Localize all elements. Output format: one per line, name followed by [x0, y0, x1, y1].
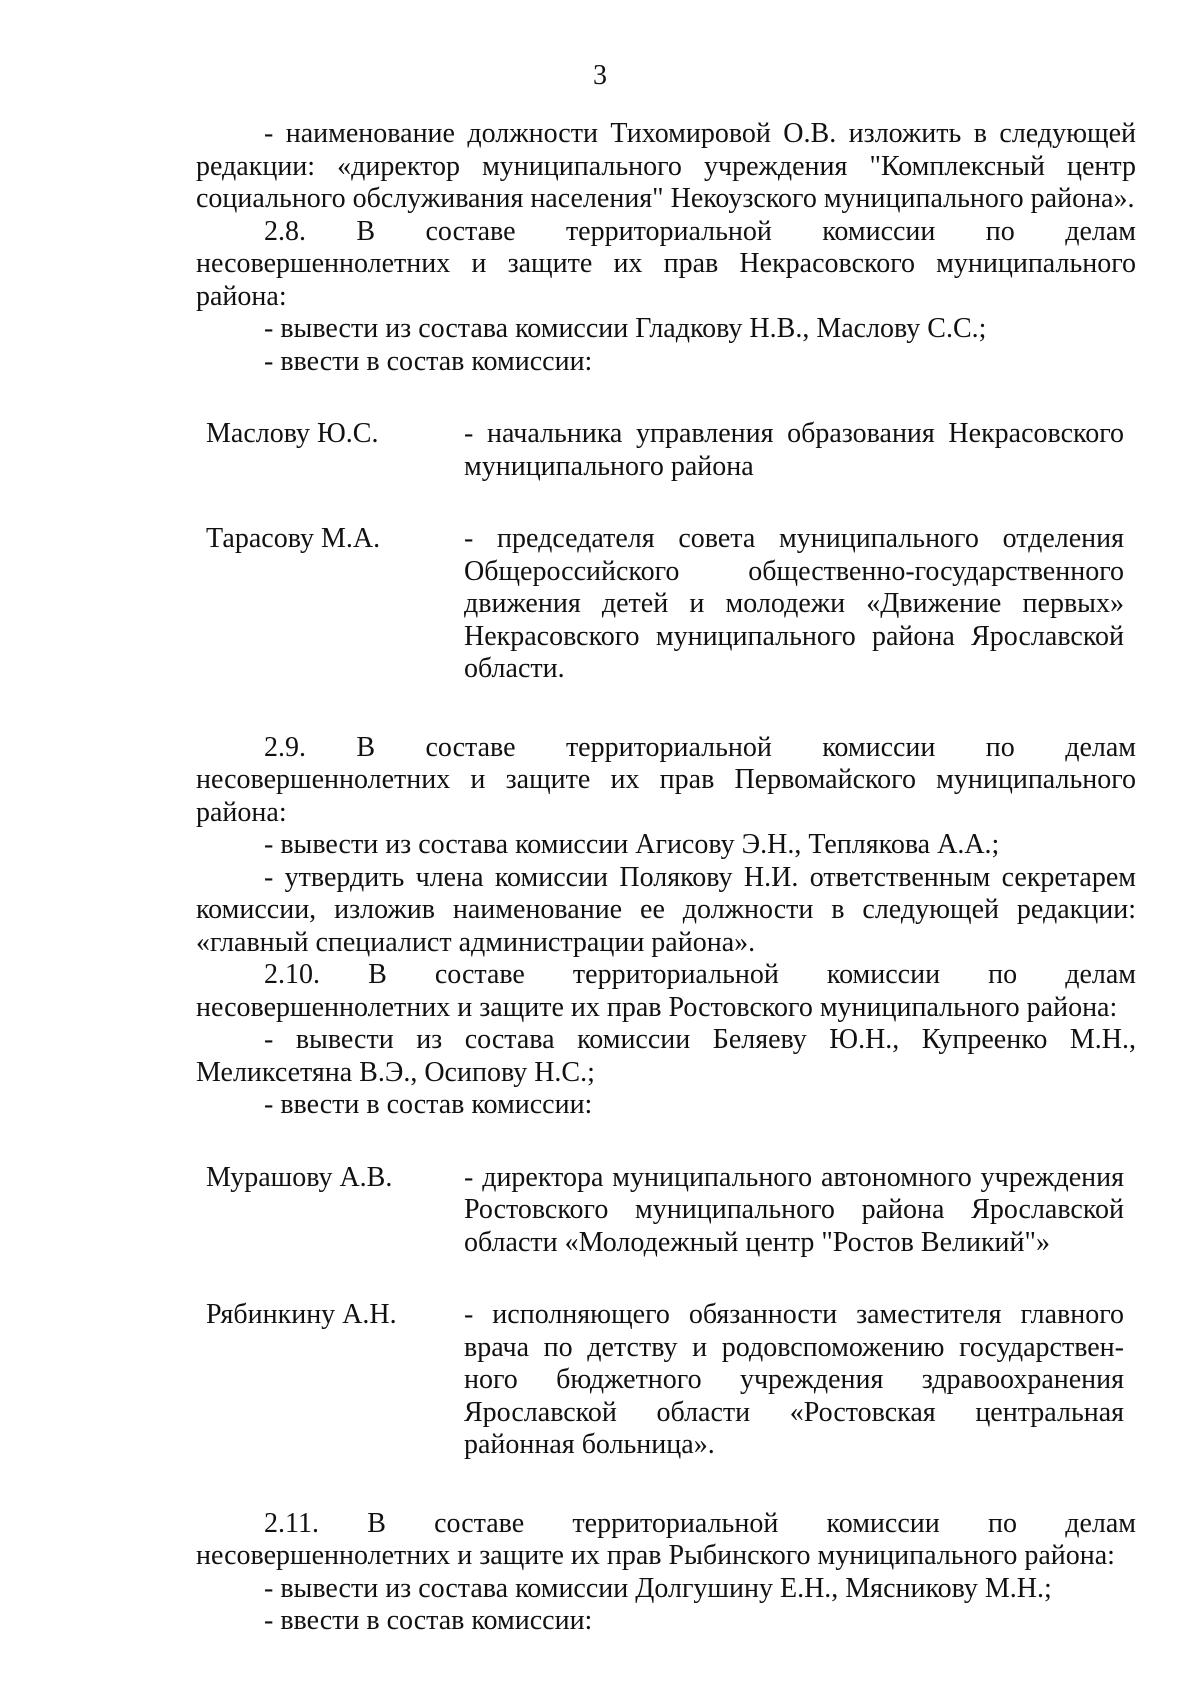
page-number: 3	[593, 60, 607, 91]
paragraph-section-2-10: 2.10. В составе территориальной комиссии по делам несовершеннолетних и защите их прав Ростовского муниципального района:	[196, 959, 1136, 1023]
paragraph-section-2-8: 2.8. В составе территориальной комиссии по делам несовершеннолетних и защите их прав Некрасовского муниципального района:	[196, 215, 1136, 312]
paragraph-remove-members: - вывести из состава комиссии Долгушину Е.Н., Мясникову М.Н.;	[264, 1572, 1052, 1604]
paragraph-section-2-9: 2.9. В составе территориальной комиссии по делам несовершеннолетних и защите их прав Первомайского муниципального района:	[196, 731, 1136, 828]
paragraph-remove-members: - вывести из состава комиссии Беляеву Ю.Н., Купреенко М.Н., Меликсетяна В.Э., Осипову Н.С.;	[196, 1024, 1136, 1088]
member-entry	[206, 523, 1136, 686]
member-position: - председателя совета муниципального отделения Общероссийского общественно-государственного движения детей и молодежи «Движение первых» Некрасовского муниципального района Ярославской области.	[464, 523, 1124, 684]
member-name: Маслову Ю.С.	[206, 418, 379, 449]
member-name: Мурашову А.В.	[206, 1161, 393, 1193]
member-entry	[206, 1299, 1136, 1462]
member-entry	[206, 418, 1136, 483]
paragraph-remove-members: - вывести из состава комиссии Агисову Э.Н., Теплякова А.А.;	[264, 829, 1000, 860]
document-body	[196, 118, 1136, 1638]
paragraph-remove-members: - вывести из состава комиссии Гладкову Н.В., Маслову С.С.;	[264, 313, 987, 344]
member-entry	[206, 1162, 1136, 1260]
member-name: Рябинкину А.Н.	[206, 1299, 397, 1330]
member-position: - начальника управления образования Некрасовского муниципального района	[464, 418, 1124, 482]
member-name: Тарасову М.А.	[206, 523, 381, 554]
member-position: - исполняющего обязанности заместителя главного врача по детству и родовспоможению государствен-ного бюджетного учреждения здравоохранения Ярославской области «Ростовская центральная районная больница».	[464, 1299, 1124, 1460]
paragraph-secretary-approval: - утвердить члена комиссии Полякову Н.И. ответственным секретарем комиссии, изложив наименование ее должности в следующей редакции: «главный специалист администрации района».	[196, 861, 1136, 958]
paragraph-add-members: - ввести в состав комиссии:	[264, 1605, 593, 1636]
member-position: - директора муниципального автономного учреждения Ростовского муниципального района Ярославской области «Молодежный центр "Ростов Великий"»	[464, 1161, 1124, 1258]
paragraph-add-members: - ввести в состав комиссии:	[264, 1089, 593, 1120]
paragraph-add-members: - ввести в состав комиссии:	[264, 345, 593, 377]
paragraph-section-2-11: 2.11. В составе территориальной комиссии по делам несовершеннолетних и защите их прав Рыбинского муниципального района:	[196, 1507, 1136, 1571]
paragraph-position-rename: - наименование должности Тихомировой О.В. изложить в следующей редакции: «директор муниципального учреждения "Комплексный центр социального обслуживания населения" Некоузского муниципального района».	[196, 118, 1136, 214]
